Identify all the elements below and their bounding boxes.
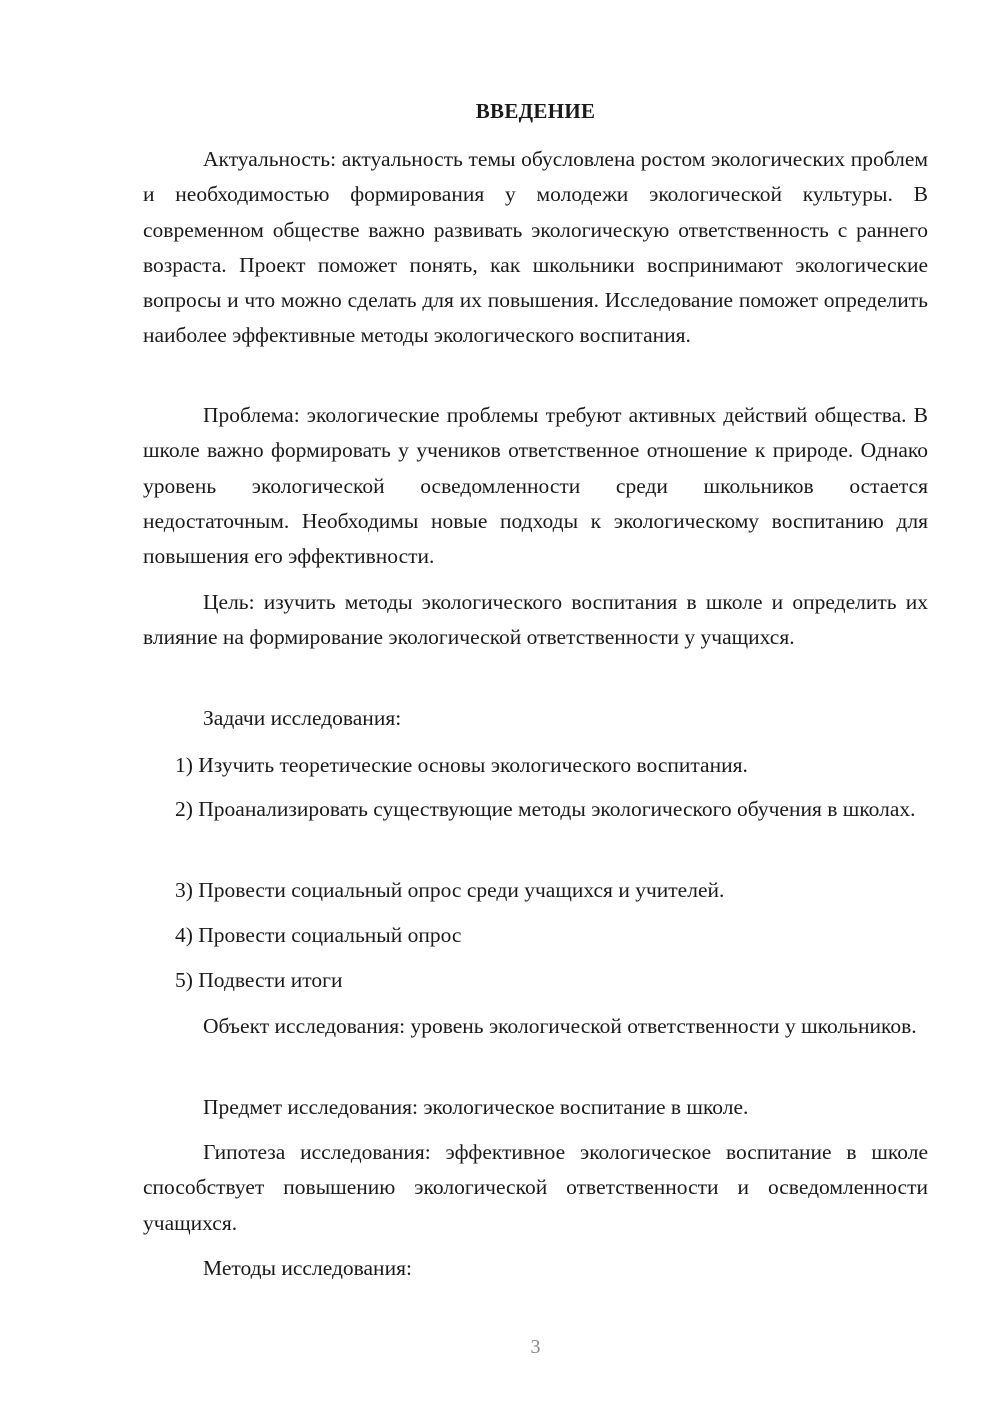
page-number: 3 [530,1336,541,1358]
task-item-1: 1) Изучить теоретические основы экологического воспитания. [175,753,748,777]
methods-heading: Методы исследования: [203,1256,412,1280]
task-item-5: 5) Подвести итоги [175,968,343,992]
task-item-4: 4) Провести социальный опрос [175,923,462,947]
hypothesis-paragraph: Гипотеза исследования: эффективное экологическое воспитание в школе способствует повышению экологической ответственности и осведомленности учащихся. [143,1140,928,1235]
tasks-heading: Задачи исследования: [203,706,402,730]
relevance-paragraph: Актуальность: актуальность темы обусловлена ростом экологических проблем и необходимостью формирования у молодежи экологической культуры. В современном обществе важно развивать экологическую ответственность с раннего возраста. Проект поможет понять, как школьники воспринимают экологические вопросы и что можно сделать для их повышения. Исследование поможет определить наиболее эффективные методы экологического воспитания. [143,147,928,348]
section-title: ВВЕДЕНИЕ [475,99,596,123]
subject-paragraph: Предмет исследования: экологическое воспитание в школе. [203,1095,749,1119]
document-page [143,0,928,1414]
object-paragraph: Объект исследования: уровень экологической ответственности у школьников. [203,1014,917,1038]
task-item-2: 2) Проанализировать существующие методы экологического обучения в школах. [175,797,916,821]
problem-paragraph: Проблема: экологические проблемы требуют активных действий общества. В школе важно формировать у учеников ответственное отношение к природе. Однако уровень экологической осведомленности среди школьников остается недостаточным. Необходимы новые подходы к экологическому воспитанию для повышения его эффективности. [143,403,928,569]
task-item-3: 3) Провести социальный опрос среди учащихся и учителей. [175,878,725,902]
goal-paragraph: Цель: изучить методы экологического воспитания в школе и определить их влияние на формирование экологической ответственности у учащихся. [143,590,928,650]
